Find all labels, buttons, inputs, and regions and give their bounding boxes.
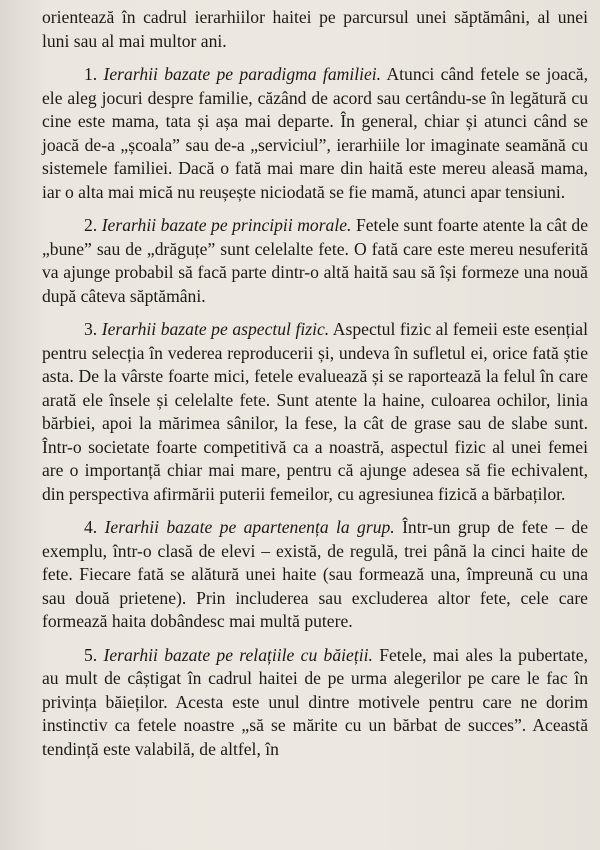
item-heading: Ierarhii bazate pe principii morale. — [101, 215, 352, 235]
item-heading: Ierarhii bazate pe relațiile cu băieții. — [103, 644, 373, 665]
item-heading: Ierarhii bazate pe apartenența la grup. — [104, 517, 395, 537]
item-body: Atunci când fetele se joacă, ele aleg jocuri despre familie, căzând de acord sau certându-se în legătură cu cine este mama, tata și așa mai departe. În general, chiar și atunci când se joacă de-a „școala” sau de-a „serviciul”, ierarhiile lor imaginate seamănă cu sistemele familiei. Dacă o fată mai mare din haită este mereu aleasă mama, iar o alta mai mică nu reușește niciodată se fie mamă, atunci apar tensiuni. — [42, 64, 588, 202]
item-number: 4. — [84, 517, 98, 537]
item-body: Aspectul fizic al femeii este esențial pentru selecția în vederea reproducerii și, undeva în sufletul ei, orice fată știe asta. De la vârste foarte mici, fetele evaluează și se raportează la felul în care arată ele însele și celelalte fete. Sunt atente la haine, culoarea ochilor, linia bărbiei, apoi la mărimea sânilor, la fese, la cât de grase sau de slabe sunt. Într-o societate foarte competitivă ca a noastră, aspectul fizic al unei femei are o importanță chiar mai mare, pentru că ajunge adesea să fie echivalent, din perspectiva afirmării puterii femeilor, cu agresiunea fizică a bărbaților. — [42, 319, 589, 504]
item-body: Fetele, mai ales la pubertate, au mult de câștigat în cadrul haitei de pe urma alegerilor pe care le fac în privința băieților. Acesta este unul dintre motivele pentru care ne dorim instinctiv ca fetele noastre „să se mărite cu un bărbat de succes”. Această tendință este valabilă, de altfel, în — [42, 644, 588, 759]
item-heading: Ierarhii bazate pe aspectul fizic. — [101, 319, 330, 339]
item-body: Fetele sunt foarte atente la cât de „bune” sau de „drăguțe” sunt celelalte fete. O fată care este mereu nesuferită va ajunge probabil să facă parte dintr-o altă haită sau să își formeze una nouă după câteva săptămâni. — [42, 215, 589, 306]
item-body: Într-un grup de fete – de exemplu, într-o clasă de elevi – există, de regulă, trei până la cinci haite de fete. Fiecare fată se alătură unei haite (sau formează una, împreună cu una sau două prietene). Prin includerea sau excluderea altor fete, cele care formează haita dobândesc mai multă putere. — [42, 517, 588, 631]
list-item-5 — [42, 644, 588, 762]
item-number: 5. — [84, 644, 98, 665]
list-item-1 — [42, 63, 588, 204]
intro-paragraph — [42, 6, 588, 53]
item-number: 1. — [84, 64, 98, 84]
list-item-3 — [42, 318, 588, 506]
item-number: 2. — [84, 215, 98, 235]
list-item-4 — [42, 516, 588, 634]
item-number: 3. — [84, 319, 98, 339]
item-heading: Ierarhii bazate pe paradigma familiei. — [103, 64, 382, 84]
list-item-2 — [42, 214, 588, 308]
intro-text: orientează în cadrul ierarhiilor haitei pe parcursul unei săptămâni, al unei luni sau al mai multor ani. — [42, 7, 588, 51]
